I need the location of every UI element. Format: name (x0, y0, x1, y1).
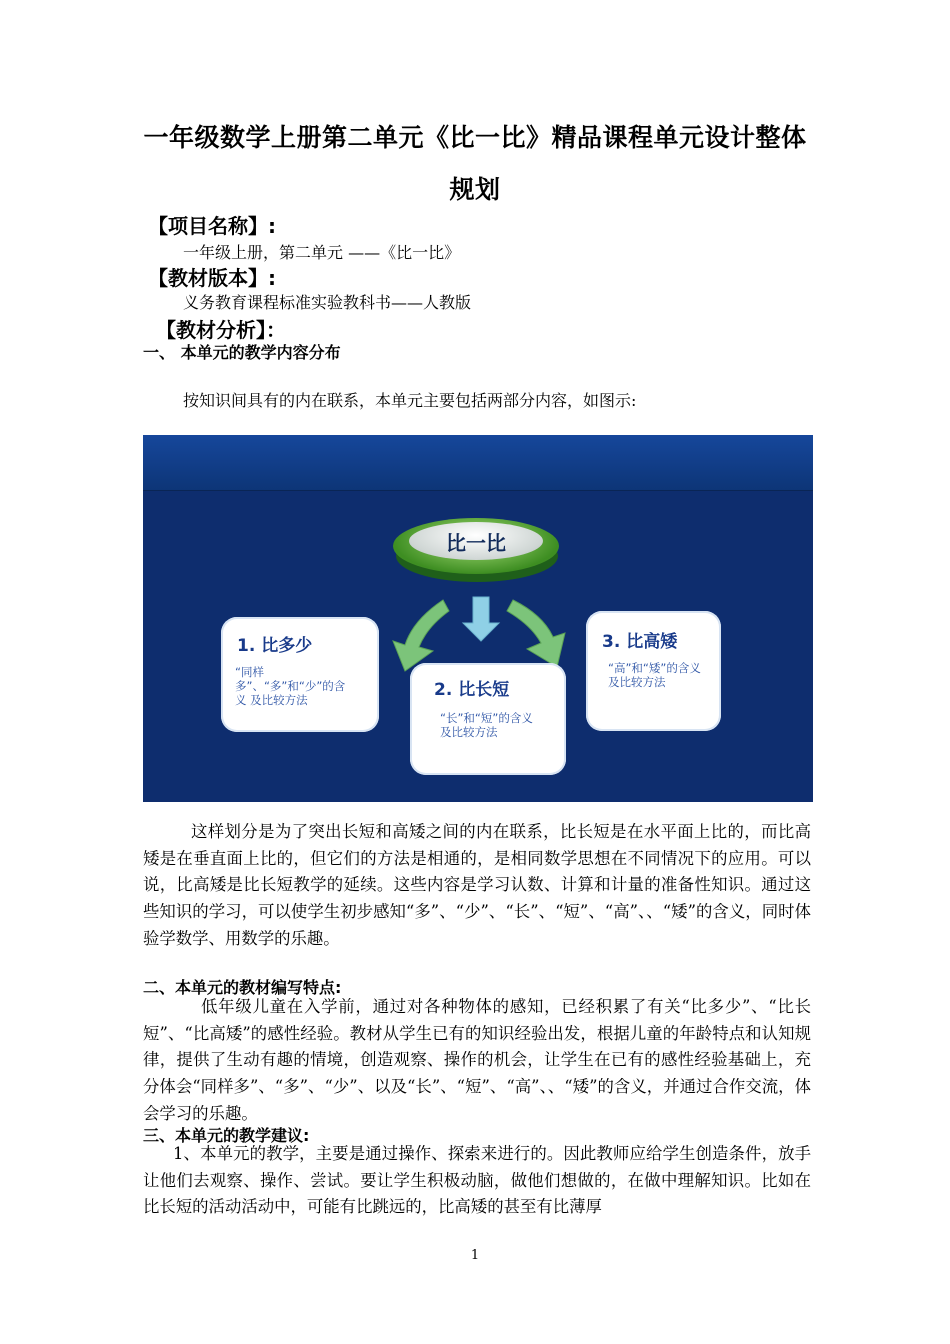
edition-value: 义务教育课程标准实验教科书——人教版 (183, 293, 472, 312)
topic-card-1-desc: “同样多”、“多”和“少”的含义 及比较方法 (235, 665, 346, 707)
topic-card-2-desc: “长”和“短”的含义及比较方法 (440, 711, 533, 739)
project-name-heading: 【项目名称】: (148, 214, 276, 238)
document-title-line1: 一年级数学上册第二单元《比一比》精品课程单元设计整体 (143, 123, 807, 152)
topic-card-2-title: 2. 比长短 (434, 680, 510, 700)
document-title-line2: 规划 (449, 175, 501, 204)
topic-card-1-title: 1. 比多少 (237, 636, 313, 656)
topic-card-3-title: 3. 比高矮 (602, 632, 678, 652)
project-name-value: 一年级上册，第二单元 ——《比一比》 (183, 243, 461, 262)
section1-intro: 按知识间具有的内在联系，本单元主要包括两部分内容，如图示: (183, 391, 637, 410)
center-topic-label: 比一比 (409, 522, 543, 560)
page-number: 1 (470, 1248, 480, 1263)
paragraph-2: 低年级儿童在入学前，通过对各种物体的感知，已经积累了有关“比多少”、“比长短”、“比高矮”的感性经验。教材从学生已有的知识经验出发，根据儿童的年龄特点和认知规律，提供了生动有趣的情境，创造观察、操作的机会，让学生在已有的感性经验基础上，充分体会“同样多”、“多”、“少”、以及“长”、“短”、“高”、、“矮”的含义，并通过合作交流，体会学习的乐趣。 (143, 997, 811, 1123)
section2-heading: 二、本单元的教材编写特点: (143, 978, 342, 997)
section3-heading: 三、本单元的教学建议: (143, 1126, 310, 1145)
paragraph-1: 这样划分是为了突出长短和高矮之间的内在联系，比长短是在水平面上比的，而比高矮是在垂直面上比的，但它们的方法是相通的，是相同数学思想在不同情况下的应用。可以说，比高矮是比长短教学的延续。这些内容是学习认数、计算和计量的准备性知识。通过这些知识的学习，可以使学生初步感知“多”、“少”、“长”、“短”、“高”、、“矮”的含义，同时体验学数学、用数学的乐趣。 (143, 822, 811, 948)
topic-card-2 (410, 663, 566, 775)
center-down-arrow (463, 597, 499, 641)
section1-heading: 一、 本单元的教学内容分布 (143, 343, 341, 362)
edition-heading: 【教材版本】: (148, 266, 276, 290)
topic-card-3 (586, 611, 721, 731)
left-curved-arrow (393, 600, 449, 671)
right-curved-arrow (507, 600, 565, 667)
content-diagram (143, 435, 813, 802)
topic-card-3-desc: “高”和“矮”的含义及比较方法 (608, 661, 701, 689)
topic-card-1 (221, 617, 379, 732)
paragraph-3: 1、本单元的教学，主要是通过操作、探索来进行的。因此教师应给学生创造条件，放手让他们去观察、操作、尝试。要让学生积极动脑，做他们想做的，在做中理解知识。比如在比长短的活动活动中，可能有比跳远的，比高矮的甚至有比薄厚 (143, 1144, 811, 1217)
analysis-heading: 【教材分析】： (156, 318, 286, 342)
